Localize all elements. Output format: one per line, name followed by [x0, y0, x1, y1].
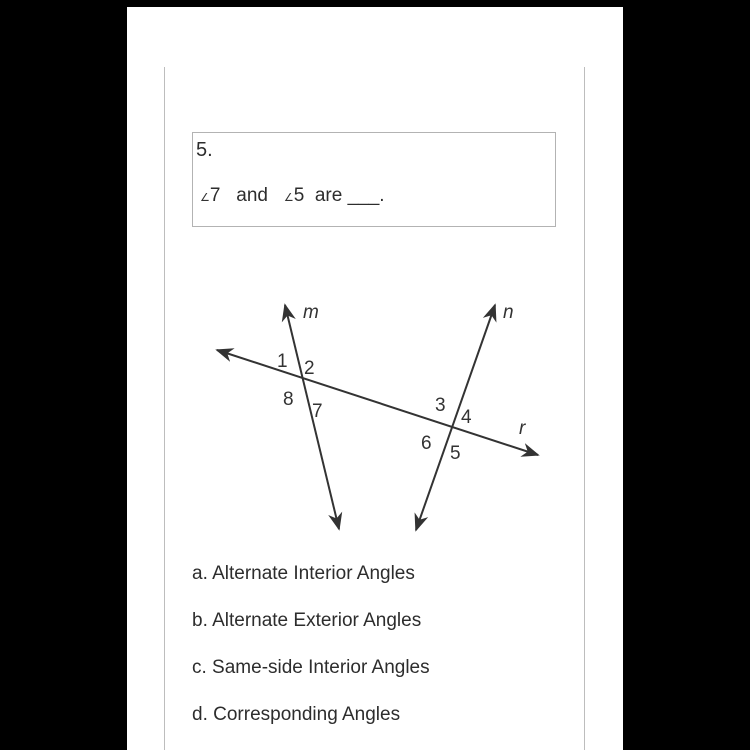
angle-label-6: 6: [421, 433, 432, 454]
line-n: [416, 305, 495, 530]
question-card: [127, 7, 623, 750]
right-border: [584, 67, 585, 750]
connector: and: [236, 185, 268, 206]
label-r: r: [519, 418, 526, 439]
question-box: [192, 132, 556, 227]
label-n: n: [503, 302, 514, 323]
angle-label-5: 5: [450, 443, 461, 464]
angle-label-2: 2: [304, 358, 315, 379]
angle-icon: ∠: [200, 192, 210, 204]
angle-label-7: 7: [312, 401, 323, 422]
choice-c[interactable]: c. Same-side Interior Angles: [192, 657, 430, 678]
choice-b[interactable]: b. Alternate Exterior Angles: [192, 610, 422, 631]
choice-a[interactable]: a. Alternate Interior Angles: [192, 563, 415, 584]
angle-b: 5: [293, 185, 305, 206]
angle-label-1: 1: [277, 351, 288, 372]
question-number: 5.: [196, 139, 213, 161]
question-tail: are ___.: [314, 185, 385, 206]
angle-a: 7: [209, 185, 221, 206]
angle-label-4: 4: [461, 407, 472, 428]
choice-d[interactable]: d. Corresponding Angles: [192, 704, 401, 725]
angle-label-8: 8: [283, 389, 294, 410]
angle-label-3: 3: [435, 395, 446, 416]
label-m: m: [303, 302, 319, 323]
left-border: [164, 67, 165, 750]
line-r: [217, 350, 538, 455]
transversal-figure: [205, 287, 555, 537]
angle-icon: ∠: [283, 192, 294, 204]
question-text: [200, 185, 385, 207]
